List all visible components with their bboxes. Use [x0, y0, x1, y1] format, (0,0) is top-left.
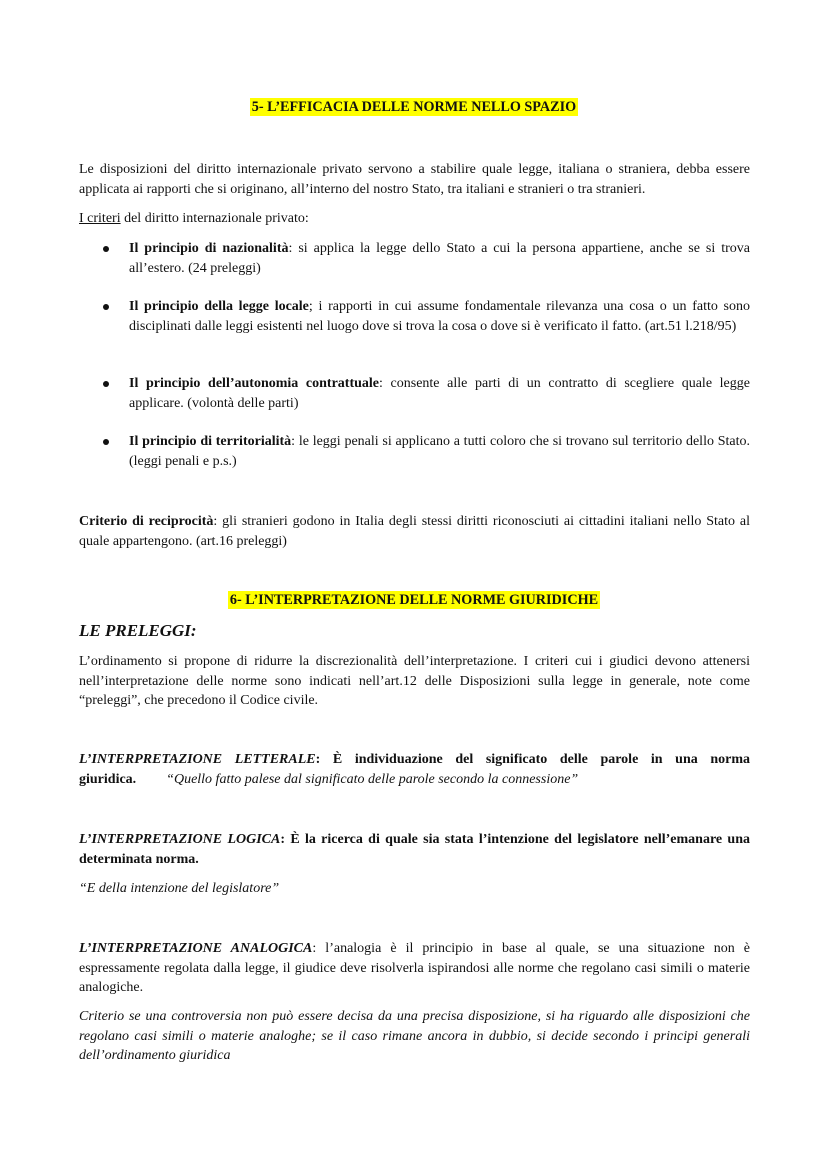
letterale-paragraph: [79, 750, 750, 789]
logica-text: : È la ricerca di quale sia stata l’intenzione del legislatore nell’emanare una determinata norma.: [79, 832, 750, 867]
bullet-text: : le leggi penali si applicano a tutti coloro che si trovano sul territorio dello Stato. (leggi penali e p.s.): [129, 434, 751, 469]
bullet-text: ; i rapporti in cui assume fondamentale rilevanza una cosa o un fatto sono disciplinati dalle leggi esistenti nel luogo dove si trova la cosa o dove si è verificato il fatto. (art.51 l.218/95): [129, 299, 750, 334]
bullet-icon: [103, 381, 109, 387]
letterale-term: L’INTERPRETAZIONE LETTERALE: [79, 752, 316, 767]
section-6-heading-row: [0, 591, 828, 609]
logica-quote: “E della intenzione del legislatore”: [79, 881, 280, 896]
analogica-text: : l’analogia è il principio in base al quale, se una situazione non è espressamente regolata dalla legge, il giudice deve risolverla ispirandosi alle norme che regolano casi simili o materie analogiche.: [79, 941, 751, 995]
bullet-icon: [103, 439, 109, 445]
list-item: [79, 374, 750, 413]
section-6-intro: L’ordinamento si propone di ridurre la discrezionalità dell’interpretazione. I criteri cui i giudici devono attenersi nell’interpretazione delle norme sono indicati nell’art.12 delle Disposizioni sulla legge in generale, note come “preleggi”, che precedono il Codice civile.: [79, 654, 750, 708]
analogica-term: L’INTERPRETAZIONE ANALOGICA: [79, 941, 313, 956]
bullet-term: Il principio di territorialità: [129, 434, 292, 449]
bullet-term: Il principio della legge locale: [129, 299, 309, 314]
section-5-heading-row: [0, 98, 828, 116]
bullet-icon: [103, 246, 109, 252]
letterale-quote: “Quello fatto palese dal significato delle parole secondo la connessione”: [166, 771, 579, 787]
section-5-intro: Le disposizioni del diritto internazionale privato servono a stabilire quale legge, italiana o straniera, debba essere applicata ai rapporti che si originano, all’interno del nostro Stato, tra italiani e stranieri o tra stranieri.: [79, 162, 750, 197]
section-5-heading: 5- L’EFFICACIA DELLE NORME NELLO SPAZIO: [251, 99, 577, 115]
criteria-link: I criteri: [79, 211, 121, 226]
preleggi-subheading: LE PRELEGGI:: [79, 621, 197, 640]
letterale-text: : È individuazione del significato delle parole in una norma giuridica.: [79, 752, 750, 787]
bullet-term: Il principio di nazionalità: [129, 241, 289, 256]
reciprocity-paragraph: [79, 512, 750, 551]
analogica-paragraph: [79, 939, 750, 998]
bullet-text: : si applica la legge dello Stato a cui la persona appartiene, anche se si trova all’estero. (24 preleggi): [129, 241, 750, 276]
criteria-rest: del diritto internazionale privato:: [120, 211, 309, 226]
analogica-quote: Criterio se una controversia non può essere decisa da una precisa disposizione, si ha riguardo alle disposizioni che regolano casi simili o materie analoghe; se il caso rimane ancora in dubbio, si decide secondo i principi generali dell’ordinamento giuridica: [79, 1009, 750, 1063]
list-item: [79, 239, 750, 278]
list-item: [79, 432, 750, 471]
criteria-line: [79, 209, 750, 229]
reciprocity-text: : gli stranieri godono in Italia degli stessi diritti riconosciuti ai cittadini italiani nello Stato al quale appartengono. (art.16 preleggi): [79, 514, 750, 549]
bullet-term: Il principio dell’autonomia contrattuale: [129, 376, 380, 391]
logica-term: L’INTERPRETAZIONE LOGICA: [79, 832, 281, 847]
bullet-text: : consente alle parti di un contratto di scegliere quale legge applicare. (volontà delle parti): [129, 376, 750, 411]
bullet-icon: [103, 304, 109, 310]
section-6-heading: 6- L’INTERPRETAZIONE DELLE NORME GIURIDICHE: [229, 592, 599, 608]
logica-paragraph: [79, 830, 750, 869]
list-item: [79, 297, 750, 336]
reciprocity-term: Criterio di reciprocità: [79, 514, 214, 529]
